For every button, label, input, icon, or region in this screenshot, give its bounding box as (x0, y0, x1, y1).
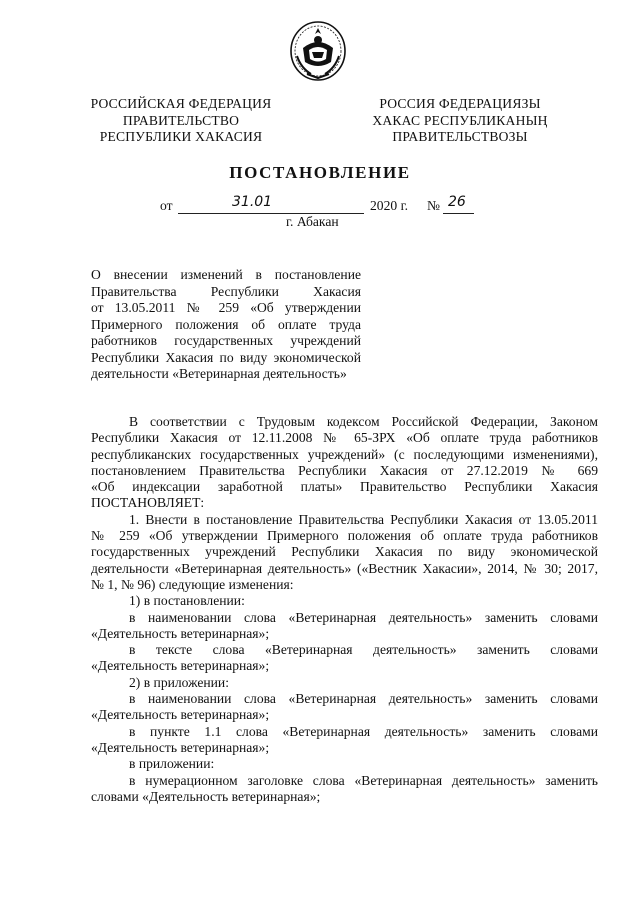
header-right-line: ПРАВИТЕЛЬСТВОЗЫ (392, 129, 528, 144)
body-line: 2) в приложении: (129, 674, 229, 690)
number-sign: № (427, 198, 440, 213)
subject-line: Республики Хакасия по виду экономической (91, 349, 361, 365)
header-right-line: РОССИЯ ФЕДЕРАЦИЯЗЫ (379, 96, 541, 111)
subject-line: О внесении изменений в постановление (91, 267, 361, 282)
subject-line: работников государственных учреждений (91, 333, 361, 348)
handwritten-number: 26 (448, 194, 466, 210)
city-label: г. Абакан (286, 214, 339, 229)
header-left-line: РЕСПУБЛИКИ ХАКАСИЯ (99, 129, 263, 144)
body-line: Республики Хакасия от 12.11.2008 № 65-ЗРХ «Об оплате труда работников (91, 430, 598, 446)
body-line: в наименовании слова «Ветеринарная деятельность» заменить словами (129, 691, 598, 707)
header-left-line: ПРАВИТЕЛЬСТВО (122, 112, 240, 128)
body-line: «Деятельность ветеринарная»; (91, 625, 270, 641)
body-line: «Об индексации заработной платы» Правительство Республики Хакасия (91, 479, 598, 495)
body-line: словами «Деятельность ветеринарная»; (91, 788, 321, 804)
body-line: «Деятельность ветеринарная»; (91, 658, 270, 674)
subject-block (91, 267, 361, 383)
header-right-line: ХАКАС РЕСПУБЛИКАНЫҢ (372, 112, 548, 128)
body-line: в приложении: (129, 756, 215, 772)
subject-line: Правительства Республики Хакасия (91, 283, 361, 299)
date-prefix: от (160, 198, 173, 213)
header-left-block (86, 96, 276, 146)
subject-line: деятельности «Ветеринарная деятельность» (91, 366, 347, 381)
handwritten-date: 31.01 (232, 194, 273, 210)
body-line: в наименовании слова «Ветеринарная деятельность» заменить словами (129, 609, 598, 625)
date-year: 2020 г. (370, 198, 409, 213)
body-line: 1) в постановлении: (129, 593, 245, 609)
body-line: деятельности «Ветеринарная деятельность» («Вестник Хакасии», 2014, № 30; 2017, (91, 560, 598, 576)
body-line: ПОСТАНОВЛЯЕТ: (91, 495, 205, 511)
body-line: государственных учреждений Республики Хакасия по виду экономической (91, 544, 598, 560)
number-underline (443, 213, 474, 214)
body-line: в тексте слова «Ветеринарная деятельность» заменить словами (129, 642, 598, 658)
coat-of-arms-emblem (287, 18, 349, 82)
body-line: 1. Внести в постановление Правительства Республики Хакасия от 13.05.2011 (129, 511, 598, 527)
header-left-line: РОССИЙСКАЯ ФЕДЕРАЦИЯ (90, 96, 272, 111)
body-line: в пункте 1.1 слова «Ветеринарная деятельность» заменить словами (129, 723, 598, 739)
body-line: № 1, № 96) следующие изменения: (91, 576, 294, 592)
body-line: В соответствии с Трудовым кодексом Российской Федерации, Законом (129, 414, 598, 429)
body-text (91, 414, 598, 805)
body-line: республиканских государственных учреждений» (с последующими изменениями), (91, 446, 598, 462)
document-title: ПОСТАНОВЛЕНИЕ (229, 163, 411, 182)
subject-line: от 13.05.2011 № 259 «Об утверждении (91, 300, 361, 315)
body-line: «Деятельность ветеринарная»; (91, 707, 270, 723)
subject-line: Примерного положения об оплате труда (91, 316, 361, 332)
body-line: постановлением Правительства Республики Хакасия от 27.12.2019 № 669 (91, 462, 598, 478)
body-line: в нумерационном заголовке слова «Ветеринарная деятельность» заменить (129, 772, 598, 788)
body-line: «Деятельность ветеринарная»; (91, 739, 270, 755)
header-right-block (360, 96, 560, 146)
body-line: № 259 «Об утверждении Примерного положения об оплате труда работников (91, 528, 598, 544)
